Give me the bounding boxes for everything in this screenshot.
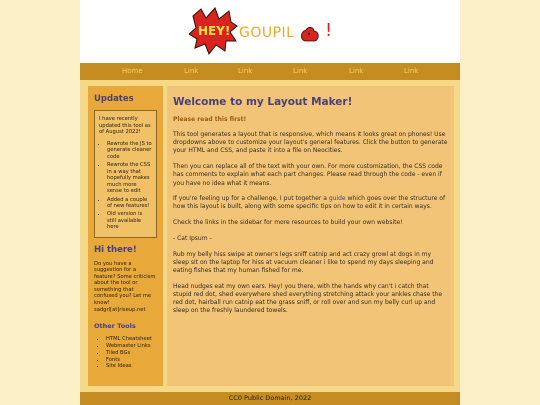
nav-link-2[interactable]: Link	[238, 67, 253, 75]
logo-graphic	[189, 6, 339, 58]
nav-link-4[interactable]: Link	[349, 67, 364, 75]
tool-link-tiled-bgs[interactable]: • Tiled BGs	[106, 350, 157, 357]
updates-intro: I have recently updated this tool as of August 2022!	[99, 116, 151, 136]
updates-item: • Added a couple of new features!	[107, 197, 152, 210]
updates-heading: Updates	[94, 94, 134, 104]
updates-item: • Rewrote the JS to generate cleaner code	[107, 141, 152, 161]
logo-burst-text: HEY!	[198, 24, 231, 38]
cat-ipsum-paragraph-1: Rub my belly hiss swipe at owner's legs sniff catnip and act crazy growl at dogs in my sleep sit on the laptop for hiss at vacuum cleaner i like to spend my days sleeping and eating fishes that my human fished for me.	[173, 250, 434, 274]
nav-link-3[interactable]: Link	[293, 67, 308, 75]
logo-tail: !	[325, 20, 333, 41]
site-logo[interactable]	[189, 6, 339, 58]
updates-box	[94, 110, 157, 238]
challenge-text-end: which goes over the structure of how this layout is built, along with some specific tips on how to edit it in certain ways.	[173, 195, 446, 211]
hi-there-heading: Hi there!	[94, 244, 137, 255]
guide-link[interactable]: guide	[328, 195, 346, 203]
challenge-text-start: If you're feeling up for a challenge, I put together a	[173, 195, 329, 203]
nav-home[interactable]: Home	[122, 67, 143, 75]
intro-paragraph: This tool generates a layout that is responsive, which means it looks great on phones! Use dropdowns above to customize your layout's general features. Click the button to generate your HTML and CSS, and paste it into a file on Neocities.	[173, 131, 448, 155]
tool-link-site-ideas[interactable]: • Site Ideas	[106, 363, 157, 370]
tool-link-fonts[interactable]: • Fonts	[106, 357, 157, 364]
page-container	[80, 0, 460, 405]
hi-there-text: Do you have a suggestion for a feature? Some criticism about the tool or something that confused you? Let me know! sadgrl[at]riseup.net	[94, 260, 156, 313]
footer: CC0 Public Domain, 2022	[80, 392, 460, 405]
updates-list	[99, 141, 152, 231]
nav-link-5[interactable]: Link	[404, 67, 419, 75]
logo-word: GOUPIL	[239, 25, 295, 41]
header	[80, 0, 460, 63]
sidebar	[88, 86, 163, 386]
other-tools-heading: Other Tools	[94, 322, 136, 331]
other-tools-list	[94, 336, 157, 370]
tool-link-html-cheatsheet[interactable]: • HTML Cheatsheet	[106, 336, 157, 343]
page-title: Welcome to my Layout Maker!	[173, 96, 353, 108]
updates-item: • Rewrote the CSS in a way that hopefully makes much more sense to edit	[107, 162, 152, 195]
cat-ipsum-heading: - Cat Ipsum -	[173, 234, 212, 242]
nav-link-1[interactable]: Link	[184, 67, 199, 75]
updates-item-old-version[interactable]: • Old version is still available here	[107, 211, 152, 231]
nav-bar	[80, 63, 460, 80]
challenge-paragraph	[173, 195, 448, 211]
main-content	[167, 86, 454, 386]
sidebar-links-paragraph: Check the links in the sidebar for more resources to build your own website!	[173, 219, 403, 227]
tool-link-webmaster-links[interactable]: • Webmaster Links	[106, 343, 157, 350]
read-first-note: Please read this first!	[173, 116, 247, 123]
customize-paragraph: Then you can replace all of the text with your own. For more customization, the CSS code has comments to explain what each part changes. Please read through the code - even if you have no idea what it means.	[173, 163, 443, 187]
cat-ipsum-paragraph-2: Head nudges eat my own ears. Hey! you there, with the hands why can't i catch that stupid red dot, shed everywhere shed everything stretching attack your ankles chase the red dot, hairball run catnip eat the grass sniff, or roll over and sun my belly curl up and sleep on the freshly laundered towels.	[173, 282, 443, 315]
